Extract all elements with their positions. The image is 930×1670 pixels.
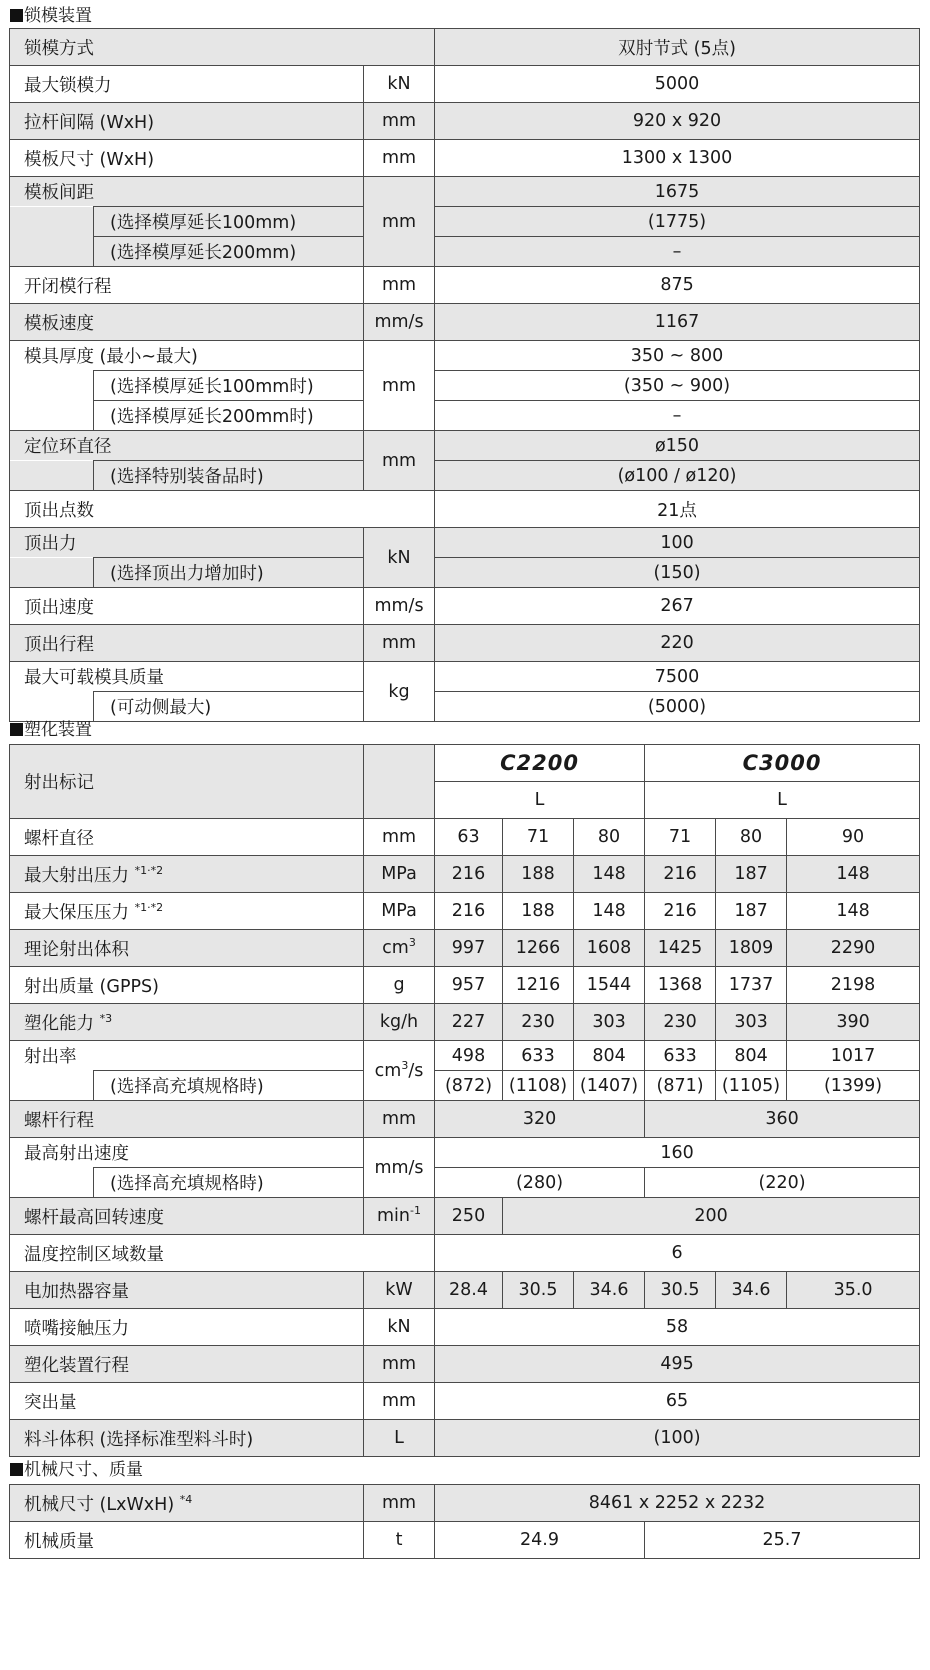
row-label: 喷嘴接触压力 (10, 1309, 364, 1346)
table-row (10, 267, 920, 304)
row-label: 顶出速度 (10, 588, 364, 625)
row-label: 最大锁模力 (10, 66, 364, 103)
cell-value: 80 (574, 819, 645, 856)
row-unit: kg/h (364, 1004, 435, 1041)
row-sublabel: (选择顶出力增加时) (94, 558, 364, 588)
row-unit: g (364, 967, 435, 1004)
row-label: 塑化装置行程 (10, 1346, 364, 1383)
cell-value: 160 (435, 1138, 920, 1168)
cell-value: 25.7 (645, 1522, 920, 1559)
section-square-icon (10, 9, 23, 22)
table-row (10, 819, 920, 856)
cell-value: 633 (503, 1041, 574, 1071)
table-row (10, 1004, 920, 1041)
row-label: 定位环直径 (10, 431, 364, 461)
row-value: 1167 (435, 304, 920, 341)
row-value: 1300 x 1300 (435, 140, 920, 177)
row-label: 理论射出体积 (10, 930, 364, 967)
row-label: 电加热器容量 (10, 1272, 364, 1309)
table-row (10, 1522, 920, 1559)
section-square-icon (10, 1463, 23, 1476)
row-label: 顶出力 (10, 528, 364, 558)
cell-value: 148 (787, 893, 920, 930)
row-value: 8461 x 2252 x 2232 (435, 1485, 920, 1522)
table-row (10, 1168, 920, 1198)
cell-value: 1425 (645, 930, 716, 967)
cell-value: (1108) (503, 1071, 574, 1101)
row-value: (ø100 / ø120) (435, 461, 920, 491)
row-value: (5000) (435, 692, 920, 722)
footnote-mark: *3 (99, 1011, 113, 1025)
row-unit: MPa (364, 893, 435, 930)
row-unit: t (364, 1522, 435, 1559)
row-unit: mm (364, 103, 435, 140)
cell-value: (872) (435, 1071, 503, 1101)
cell-value: 360 (645, 1101, 920, 1138)
model-c3000: C3000 (645, 745, 920, 782)
row-label: 顶出点数 (10, 491, 435, 528)
row-label: 最高射出速度 (10, 1138, 364, 1168)
cell-value: 390 (787, 1004, 920, 1041)
table-row (10, 304, 920, 341)
table-row (10, 856, 920, 893)
table-row (10, 930, 920, 967)
row-unit: kN (364, 1309, 435, 1346)
table-row (10, 207, 920, 237)
table-row (10, 1309, 920, 1346)
footnote-mark: *4 (179, 1492, 193, 1506)
row-unit: $cm^3$ (364, 930, 435, 967)
row-label: 最大可载模具质量 (10, 662, 364, 692)
row-value: 350 ~ 800 (435, 341, 920, 371)
cell-value: 1216 (503, 967, 574, 1004)
cell-value: 498 (435, 1041, 503, 1071)
row-value: 267 (435, 588, 920, 625)
row-label: 模具厚度 (最小~最大) (10, 341, 364, 371)
row-sublabel: (选择高充填规格時) (94, 1168, 364, 1198)
cell-value: 633 (645, 1041, 716, 1071)
row-label: 模板间距 (10, 177, 364, 207)
table-row (10, 662, 920, 692)
cell-value: 200 (503, 1198, 920, 1235)
cell-value: 216 (435, 856, 503, 893)
table-row (10, 625, 920, 662)
cell-value: 1809 (716, 930, 787, 967)
row-unit: kN (364, 66, 435, 103)
cell-value: 30.5 (645, 1272, 716, 1309)
table-row (10, 1346, 920, 1383)
clamp-type-value: 双肘节式 (5点) (435, 29, 920, 66)
row-unit: mm/s (364, 1138, 435, 1198)
cell-value: 24.9 (435, 1522, 645, 1559)
table-row (10, 431, 920, 461)
table-row (10, 66, 920, 103)
row-value: 21点 (435, 491, 920, 528)
cell-value: 1266 (503, 930, 574, 967)
row-unit: mm (364, 1485, 435, 1522)
table-row (10, 1485, 920, 1522)
cell-value: 804 (716, 1041, 787, 1071)
cell-value: 65 (435, 1383, 920, 1420)
cell-value: 35.0 (787, 1272, 920, 1309)
row-value: 100 (435, 528, 920, 558)
cell-value: 216 (645, 893, 716, 930)
table-row (10, 967, 920, 1004)
table-row (10, 177, 920, 207)
row-value: – (435, 401, 920, 431)
screw-type-c3000: L (645, 782, 920, 819)
clamp-spec-table (9, 28, 920, 722)
model-c2200: C2200 (435, 745, 645, 782)
row-unit: mm (364, 431, 435, 491)
row-label: 射出率 (10, 1041, 364, 1071)
cell-value: 188 (503, 856, 574, 893)
machine-spec-table (9, 1484, 920, 1559)
row-sublabel: (选择模厚延长100mm) (94, 207, 364, 237)
row-unit: $\min^{-1}$ (364, 1198, 435, 1235)
table-row (10, 1420, 920, 1457)
cell-value: 1017 (787, 1041, 920, 1071)
row-sublabel: (选择模厚延长200mm时) (94, 401, 364, 431)
cell-value: 1544 (574, 967, 645, 1004)
row-unit: $cm^3/s$ (364, 1041, 435, 1101)
cell-value: 957 (435, 967, 503, 1004)
row-value: ø150 (435, 431, 920, 461)
cell-value: 2290 (787, 930, 920, 967)
cell-value: 187 (716, 893, 787, 930)
row-sublabel: (选择高充填规格時) (94, 1071, 364, 1101)
cell-value: (100) (435, 1420, 920, 1457)
table-row (10, 29, 920, 66)
row-label: 突出量 (10, 1383, 364, 1420)
row-value: 920 x 920 (435, 103, 920, 140)
table-row (10, 1041, 920, 1071)
row-unit: mm/s (364, 304, 435, 341)
table-row (10, 588, 920, 625)
cell-value: 250 (435, 1198, 503, 1235)
row-value: 1675 (435, 177, 920, 207)
cell-value: (1399) (787, 1071, 920, 1101)
cell-value: 58 (435, 1309, 920, 1346)
row-unit: mm (364, 140, 435, 177)
row-value: (150) (435, 558, 920, 588)
row-unit: kN (364, 528, 435, 588)
row-value: (350 ~ 900) (435, 371, 920, 401)
cell-value: (280) (435, 1168, 645, 1198)
cell-value: 495 (435, 1346, 920, 1383)
cell-value: 80 (716, 819, 787, 856)
table-row (10, 341, 920, 371)
row-label: 塑化能力 $^{*3}$ (10, 1004, 364, 1041)
cell-value: 804 (574, 1041, 645, 1071)
table-row (10, 401, 920, 431)
section-title-inject: 塑化装置 (10, 720, 92, 740)
cell-value: (1105) (716, 1071, 787, 1101)
table-row (10, 1198, 920, 1235)
cell-value: 230 (645, 1004, 716, 1041)
row-sublabel: (选择特别装备品时) (94, 461, 364, 491)
row-unit: mm (364, 341, 435, 431)
cell-value: 90 (787, 819, 920, 856)
cell-value: 187 (716, 856, 787, 893)
row-unit: mm (364, 1346, 435, 1383)
row-label: 螺杆最高回转速度 (10, 1198, 364, 1235)
row-label: 温度控制区域数量 (10, 1235, 435, 1272)
cell-value: 148 (574, 893, 645, 930)
table-row (10, 1101, 920, 1138)
cell-value: 303 (716, 1004, 787, 1041)
row-value: 220 (435, 625, 920, 662)
cell-value: (220) (645, 1168, 920, 1198)
cell-value: (1407) (574, 1071, 645, 1101)
table-row (10, 692, 920, 722)
table-row (10, 237, 920, 267)
table-row (10, 528, 920, 558)
cell-value: (871) (645, 1071, 716, 1101)
cell-value: 230 (503, 1004, 574, 1041)
row-label: 拉杆间隔 (WxH) (10, 103, 364, 140)
clamp-type-label: 锁模方式 (10, 29, 435, 66)
cell-value: 2198 (787, 967, 920, 1004)
row-label: 机械尺寸 (LxWxH) $^{*4}$ (10, 1485, 364, 1522)
table-row (10, 1235, 920, 1272)
footnote-mark: *1·*2 (134, 863, 164, 877)
row-label: 模板速度 (10, 304, 364, 341)
cell-value: 216 (645, 856, 716, 893)
row-sublabel: (可动侧最大) (94, 692, 364, 722)
section-title-clamp: 锁模装置 (10, 6, 92, 26)
row-value: – (435, 237, 920, 267)
row-unit: mm (364, 625, 435, 662)
cell-value: 71 (503, 819, 574, 856)
cell-value: 216 (435, 893, 503, 930)
cell-value: 303 (574, 1004, 645, 1041)
cell-value: 148 (787, 856, 920, 893)
screw-type-c2200: L (435, 782, 645, 819)
shot-label: 射出标记 (10, 745, 364, 819)
table-row (10, 1272, 920, 1309)
cell-value: 6 (435, 1235, 920, 1272)
footnote-mark: *1·*2 (134, 900, 164, 914)
row-label: 最大保压压力 $^{*1\cdot*2}$ (10, 893, 364, 930)
section-title-machine: 机械尺寸、质量 (10, 1460, 143, 1480)
row-label: 机械质量 (10, 1522, 364, 1559)
row-unit: mm (364, 177, 435, 267)
row-label: 开闭模行程 (10, 267, 364, 304)
table-row (10, 745, 920, 782)
row-unit: mm (364, 267, 435, 304)
table-row (10, 1138, 920, 1168)
cell-value: 28.4 (435, 1272, 503, 1309)
row-label: 顶出行程 (10, 625, 364, 662)
cell-value: 148 (574, 856, 645, 893)
cell-value: 320 (435, 1101, 645, 1138)
row-label: 螺杆直径 (10, 819, 364, 856)
inject-spec-table (9, 744, 920, 1457)
row-unit: mm (364, 1383, 435, 1420)
cell-value: 1368 (645, 967, 716, 1004)
cell-value: 1737 (716, 967, 787, 1004)
table-row (10, 491, 920, 528)
cell-value: 34.6 (574, 1272, 645, 1309)
row-unit: L (364, 1420, 435, 1457)
row-sublabel: (选择模厚延长200mm) (94, 237, 364, 267)
row-label: 模板尺寸 (WxH) (10, 140, 364, 177)
row-unit: kg (364, 662, 435, 722)
table-row (10, 1383, 920, 1420)
cell-value: 227 (435, 1004, 503, 1041)
table-row (10, 893, 920, 930)
cell-value: 997 (435, 930, 503, 967)
cell-value: 30.5 (503, 1272, 574, 1309)
table-row (10, 461, 920, 491)
row-value: 875 (435, 267, 920, 304)
row-sublabel: (选择模厚延长100mm时) (94, 371, 364, 401)
table-row (10, 558, 920, 588)
section-square-icon (10, 723, 23, 736)
row-label: 螺杆行程 (10, 1101, 364, 1138)
row-unit: kW (364, 1272, 435, 1309)
row-label: 料斗体积 (选择标准型料斗时) (10, 1420, 364, 1457)
row-value: (1775) (435, 207, 920, 237)
row-label: 最大射出压力 $^{*1\cdot*2}$ (10, 856, 364, 893)
cell-value: 34.6 (716, 1272, 787, 1309)
row-unit: mm (364, 1101, 435, 1138)
row-unit: mm (364, 819, 435, 856)
cell-value: 188 (503, 893, 574, 930)
row-value: 7500 (435, 662, 920, 692)
row-label: 射出质量 (GPPS) (10, 967, 364, 1004)
table-row (10, 371, 920, 401)
cell-value: 63 (435, 819, 503, 856)
row-unit: mm/s (364, 588, 435, 625)
table-row (10, 140, 920, 177)
row-unit: MPa (364, 856, 435, 893)
table-row (10, 103, 920, 140)
cell-value: 71 (645, 819, 716, 856)
table-row (10, 1071, 920, 1101)
cell-value: 1608 (574, 930, 645, 967)
row-value: 5000 (435, 66, 920, 103)
